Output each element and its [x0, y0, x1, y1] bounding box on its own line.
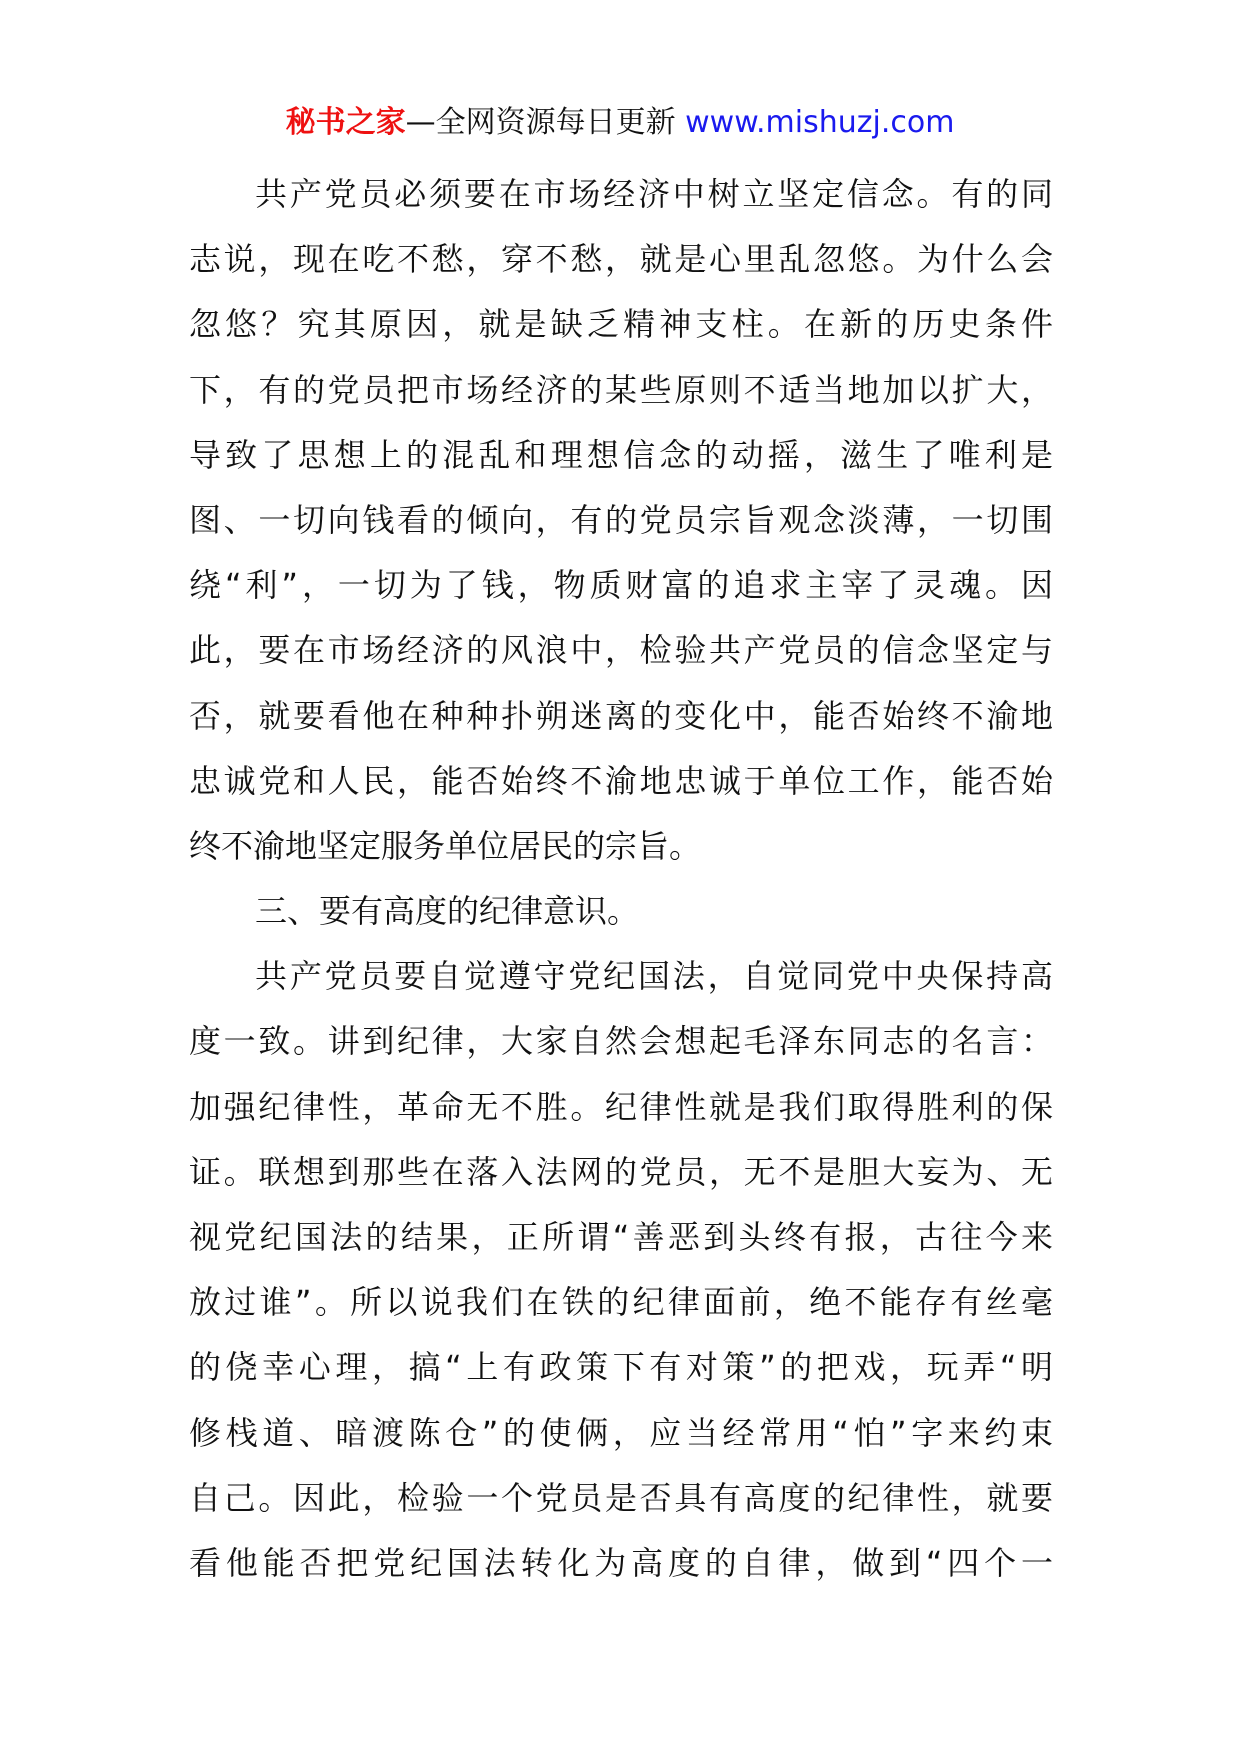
text-line: 绕“利”，一切为了钱，物质财富的追求主宰了灵魂。因 — [189, 566, 1053, 605]
text-line: 看他能否把党纪国法转化为高度的自律，做到“四个一 — [189, 1543, 1053, 1582]
text-line: 共产党员要自觉遵守党纪国法，自觉同党中央保持高 — [255, 957, 1053, 996]
section-heading: 三、要有高度的纪律意识。 — [255, 892, 640, 931]
text-line: 证。联想到那些在落入法网的党员，无不是胆大妄为、无 — [189, 1152, 1053, 1191]
text-line: 此，要在市场经济的风浪中，检验共产党员的信念坚定与 — [189, 631, 1053, 670]
header-brand: 秘书之家 — [285, 105, 406, 140]
text-line: 忽悠？究其原因，就是缺乏精神支柱。在新的历史条件 — [189, 305, 1053, 344]
document-body — [189, 162, 1053, 1596]
header-url[interactable]: www.mishuzj.com — [685, 105, 955, 140]
text-line: 志说，现在吃不愁，穿不愁，就是心里乱忽悠。为什么会 — [189, 240, 1053, 279]
text-line: 的侥幸心理，搞“上有政策下有对策”的把戏，玩弄“明 — [189, 1348, 1053, 1387]
text-line: 终不渝地坚定服务单位居民的宗旨。 — [189, 826, 702, 865]
text-line: 否，就要看他在种种扑朔迷离的变化中，能否始终不渝地 — [189, 696, 1053, 735]
text-line: 导致了思想上的混乱和理想信念的动摇，滋生了唯利是 — [189, 435, 1053, 474]
page-header — [0, 100, 1240, 146]
text-line: 度一致。讲到纪律，大家自然会想起毛泽东同志的名言： — [189, 1022, 1053, 1061]
text-line: 共产党员必须要在市场经济中树立坚定信念。有的同 — [255, 175, 1053, 213]
text-line: 放过谁”。所以说我们在铁的纪律面前，绝不能存有丝毫 — [189, 1283, 1053, 1322]
text-line: 下，有的党员把市场经济的某些原则不适当地加以扩大， — [189, 370, 1053, 409]
text-line: 加强纪律性，革命无不胜。纪律性就是我们取得胜利的保 — [189, 1087, 1053, 1126]
text-line: 修栈道、暗渡陈仓”的使俩，应当经常用“怕”字来约束 — [189, 1413, 1053, 1452]
text-line: 视党纪国法的结果，正所谓“善恶到头终有报，古往今来 — [189, 1218, 1053, 1256]
text-line: 忠诚党和人民，能否始终不渝地忠诚于单位工作，能否始 — [189, 761, 1053, 800]
text-line: 自己。因此，检验一个党员是否具有高度的纪律性，就要 — [189, 1478, 1053, 1517]
header-tagline: —全网资源每日更新 — [405, 105, 686, 140]
text-line: 图、一切向钱看的倾向，有的党员宗旨观念淡薄，一切围 — [189, 500, 1053, 539]
